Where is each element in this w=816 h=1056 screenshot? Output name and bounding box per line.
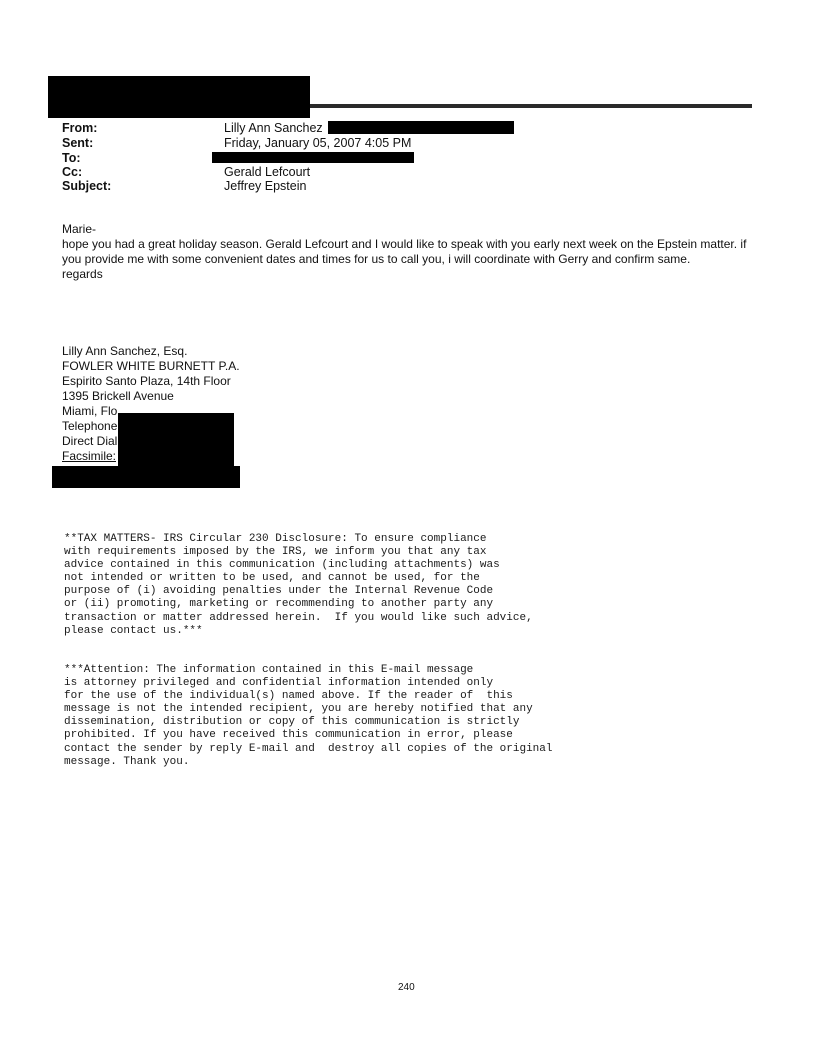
redaction-block-signature-bottom [52,466,240,488]
closing: regards [62,267,103,281]
subject-label: Subject: [62,179,112,193]
redaction-block-signature [118,413,234,473]
cc-label: Cc: [62,165,83,179]
signature-name: Lilly Ann Sanchez, Esq. [62,344,188,358]
redaction-block-to [212,152,414,163]
attention-disclaimer: ***Attention: The information contained in this E-mail message is attorney privileged and confidential information intended only for the use of the individual(s) named above. If the reader of this message is not the intended recipient, you are hereby notified that any dissemination, distribution or copy of this communication is strictly prohibited. If you have received this communication in error, please contact the sender by reply E-mail and destroy all copies of the original message. Thank you. [64,664,553,768]
from-value: Lilly Ann Sanchez [224,121,323,135]
sent-value: Friday, January 05, 2007 4:05 PM [224,136,412,150]
message-body [62,222,762,282]
to-label: To: [62,151,81,165]
signature-direct-dial: Direct Dial [62,434,118,448]
header-divider [310,104,752,108]
signature-address-1: Espirito Santo Plaza, 14th Floor [62,374,231,388]
page-number: 240 [398,982,415,993]
sent-label: Sent: [62,136,94,150]
redaction-block-from-email [328,121,514,134]
greeting: Marie- [62,222,97,236]
redaction-block-header [48,76,310,118]
signature-firm: FOWLER WHITE BURNETT P.A. [62,359,240,373]
signature-fax: Facsimile: [62,449,117,463]
cc-value: Gerald Lefcourt [224,165,311,179]
signature-city: Miami, Flo [62,404,118,418]
message-paragraph: hope you had a great holiday season. Gerald Lefcourt and I would like to speak with you early next week on the Epstein matter. if you provide me with some convenient dates and times for us to call you, i will coordinate with Gerry and confirm same. [62,237,747,266]
subject-value: Jeffrey Epstein [224,179,307,193]
signature-telephone: Telephone [62,419,118,433]
from-label: From: [62,121,98,135]
signature-address-2: 1395 Brickell Avenue [62,389,174,403]
tax-disclaimer: **TAX MATTERS- IRS Circular 230 Disclosure: To ensure compliance with requirements imposed by the IRS, we inform you that any tax advice contained in this communication (including attachments) was not intended or written to be used, and cannot be used, for the purpose of (i) avoiding penalties under the Internal Revenue Code or (ii) promoting, marketing or recommending to another party any transaction or matter addressed herein. If you would like such advice, please contact us.*** [64,533,533,637]
